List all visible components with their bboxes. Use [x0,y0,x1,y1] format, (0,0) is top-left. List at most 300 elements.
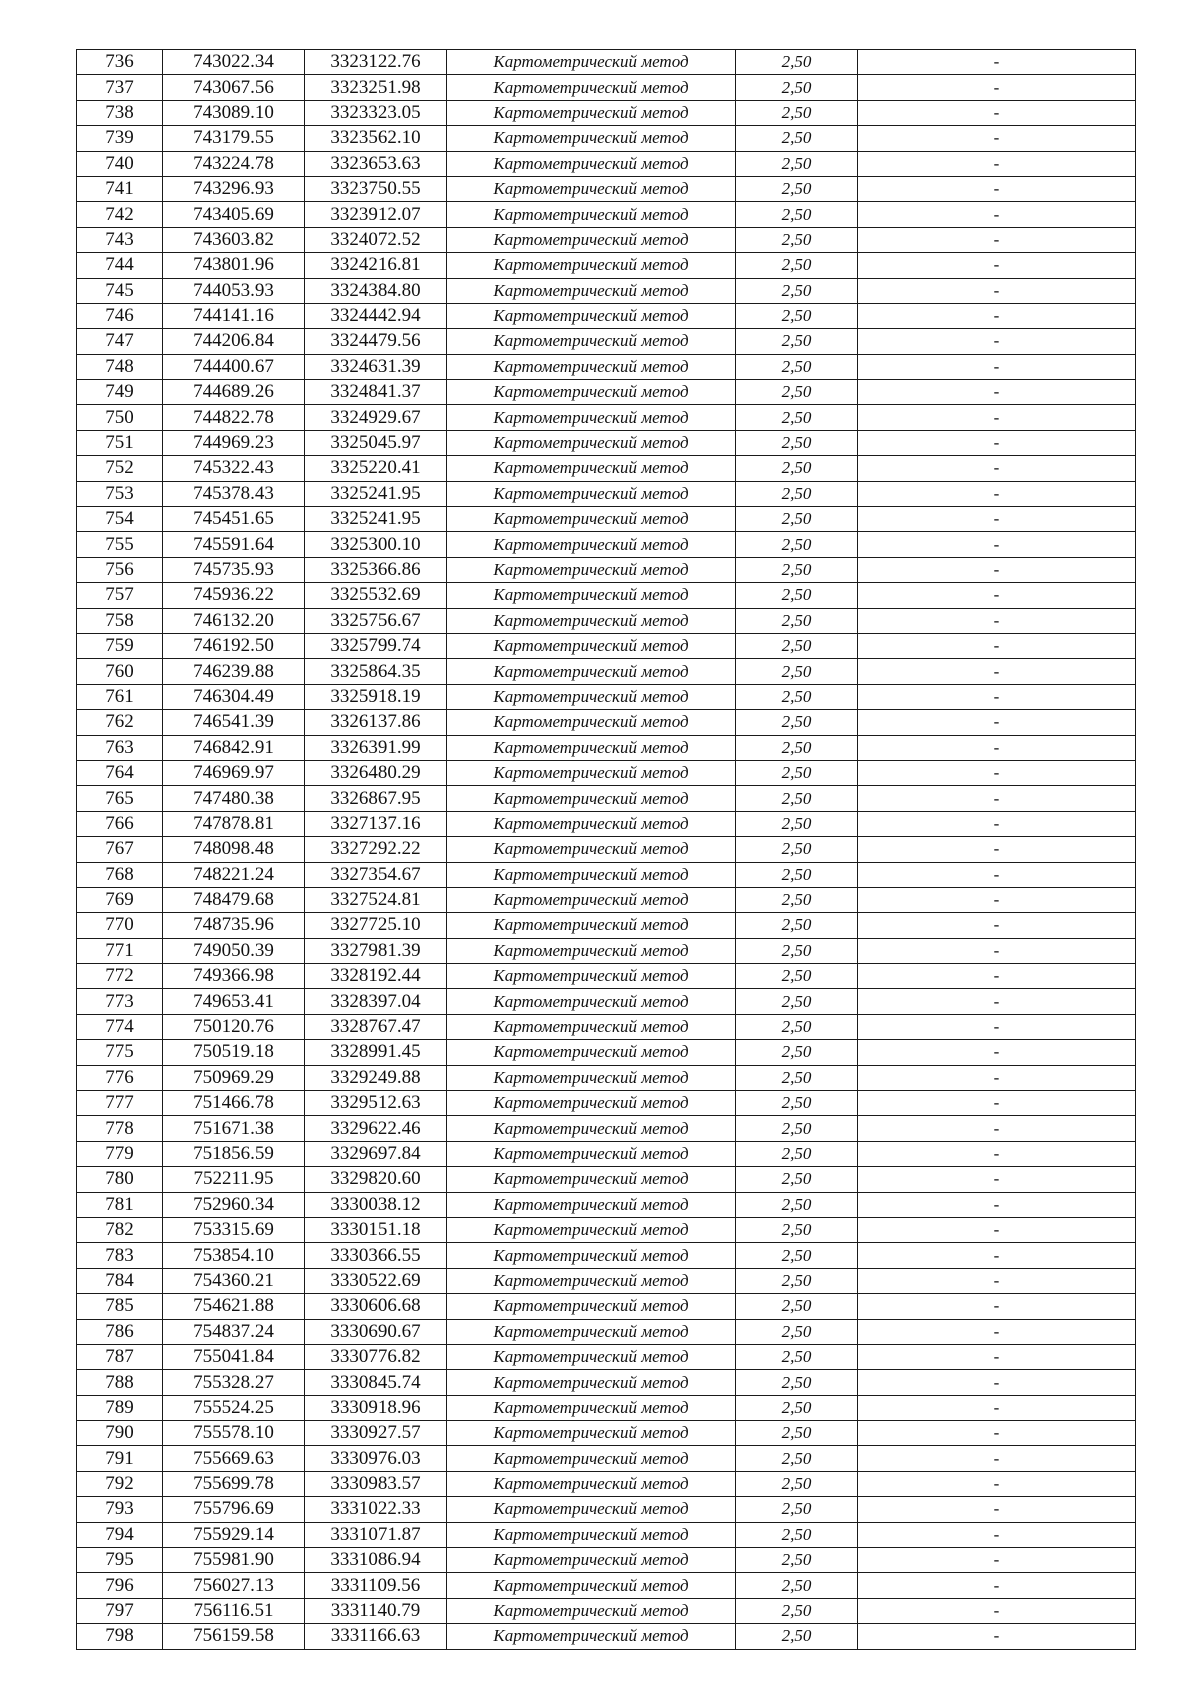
accuracy-cell: 2,50 [736,1040,858,1065]
note-cell: - [858,811,1136,836]
point-number-cell: 773 [77,989,163,1014]
table-row [77,887,1136,912]
note-cell: - [858,1141,1136,1166]
coordinate-x-cell: 751466.78 [163,1091,305,1116]
method-cell: Картометрический метод [447,176,736,201]
accuracy-cell: 2,50 [736,1573,858,1598]
note-cell: - [858,1522,1136,1547]
table-row [77,557,1136,582]
point-number-cell: 766 [77,811,163,836]
point-number-cell: 777 [77,1091,163,1116]
method-cell: Картометрический метод [447,1421,736,1446]
note-cell: - [858,1192,1136,1217]
note-cell: - [858,507,1136,532]
accuracy-cell: 2,50 [736,735,858,760]
note-cell: - [858,227,1136,252]
point-number-cell: 768 [77,862,163,887]
coordinate-y-cell: 3327524.81 [305,887,447,912]
coordinate-y-cell: 3330983.57 [305,1471,447,1496]
table-row [77,786,1136,811]
method-cell: Картометрический метод [447,1471,736,1496]
method-cell: Картометрический метод [447,583,736,608]
accuracy-cell: 2,50 [736,456,858,481]
point-number-cell: 782 [77,1217,163,1242]
note-cell: - [858,380,1136,405]
coordinate-y-cell: 3324479.56 [305,329,447,354]
point-number-cell: 790 [77,1421,163,1446]
coordinate-x-cell: 743603.82 [163,227,305,252]
accuracy-cell: 2,50 [736,837,858,862]
accuracy-cell: 2,50 [736,1116,858,1141]
coordinate-y-cell: 3324072.52 [305,227,447,252]
accuracy-cell: 2,50 [736,253,858,278]
table-row [77,329,1136,354]
accuracy-cell: 2,50 [736,1344,858,1369]
point-number-cell: 749 [77,380,163,405]
coordinate-x-cell: 743179.55 [163,126,305,151]
coordinate-y-cell: 3330606.68 [305,1294,447,1319]
coordinate-x-cell: 755524.25 [163,1395,305,1420]
coordinate-x-cell: 756027.13 [163,1573,305,1598]
note-cell: - [858,354,1136,379]
point-number-cell: 785 [77,1294,163,1319]
note-cell: - [858,456,1136,481]
table-row [77,1167,1136,1192]
table-row [77,100,1136,125]
coordinate-y-cell: 3324631.39 [305,354,447,379]
point-number-cell: 759 [77,633,163,658]
coordinate-x-cell: 748221.24 [163,862,305,887]
accuracy-cell: 2,50 [736,1167,858,1192]
coordinate-x-cell: 753315.69 [163,1217,305,1242]
coordinate-y-cell: 3330522.69 [305,1268,447,1293]
note-cell: - [858,786,1136,811]
method-cell: Картометрический метод [447,608,736,633]
note-cell: - [858,176,1136,201]
coordinate-y-cell: 3324442.94 [305,303,447,328]
table-row [77,710,1136,735]
table-row [77,989,1136,1014]
coordinate-y-cell: 3326867.95 [305,786,447,811]
point-number-cell: 792 [77,1471,163,1496]
method-cell: Картометрический метод [447,303,736,328]
point-number-cell: 798 [77,1624,163,1649]
note-cell: - [858,50,1136,75]
coordinate-x-cell: 744822.78 [163,405,305,430]
point-number-cell: 748 [77,354,163,379]
point-number-cell: 760 [77,659,163,684]
method-cell: Картометрический метод [447,786,736,811]
coordinate-y-cell: 3325864.35 [305,659,447,684]
coordinate-y-cell: 3323653.63 [305,151,447,176]
coordinate-y-cell: 3326391.99 [305,735,447,760]
coordinate-x-cell: 751856.59 [163,1141,305,1166]
accuracy-cell: 2,50 [736,913,858,938]
table-row [77,1624,1136,1649]
table-row [77,75,1136,100]
note-cell: - [858,481,1136,506]
method-cell: Картометрический метод [447,1548,736,1573]
coordinate-x-cell: 745936.22 [163,583,305,608]
coordinate-x-cell: 747480.38 [163,786,305,811]
table-row [77,760,1136,785]
coordinate-x-cell: 756159.58 [163,1624,305,1649]
coordinate-y-cell: 3331086.94 [305,1548,447,1573]
table-row [77,608,1136,633]
note-cell: - [858,1091,1136,1116]
table-row [77,1573,1136,1598]
coordinate-y-cell: 3325241.95 [305,507,447,532]
accuracy-cell: 2,50 [736,1192,858,1217]
point-number-cell: 789 [77,1395,163,1420]
point-number-cell: 786 [77,1319,163,1344]
method-cell: Картометрический метод [447,227,736,252]
table-row [77,913,1136,938]
accuracy-cell: 2,50 [736,405,858,430]
table-row [77,1116,1136,1141]
coordinate-x-cell: 755041.84 [163,1344,305,1369]
method-cell: Картометрический метод [447,126,736,151]
note-cell: - [858,1598,1136,1623]
point-number-cell: 744 [77,253,163,278]
method-cell: Картометрический метод [447,1167,736,1192]
coordinate-x-cell: 754360.21 [163,1268,305,1293]
note-cell: - [858,1624,1136,1649]
coordinate-y-cell: 3329249.88 [305,1065,447,1090]
point-number-cell: 762 [77,710,163,735]
point-number-cell: 795 [77,1548,163,1573]
table-row [77,633,1136,658]
table-row [77,1598,1136,1623]
coordinate-y-cell: 3327354.67 [305,862,447,887]
note-cell: - [858,430,1136,455]
accuracy-cell: 2,50 [736,608,858,633]
note-cell: - [858,1243,1136,1268]
accuracy-cell: 2,50 [736,329,858,354]
accuracy-cell: 2,50 [736,75,858,100]
note-cell: - [858,938,1136,963]
coordinate-x-cell: 744969.23 [163,430,305,455]
accuracy-cell: 2,50 [736,1522,858,1547]
accuracy-cell: 2,50 [736,380,858,405]
coordinate-x-cell: 746842.91 [163,735,305,760]
method-cell: Картометрический метод [447,1091,736,1116]
note-cell: - [858,278,1136,303]
accuracy-cell: 2,50 [736,507,858,532]
point-number-cell: 738 [77,100,163,125]
method-cell: Картометрический метод [447,50,736,75]
accuracy-cell: 2,50 [736,430,858,455]
accuracy-cell: 2,50 [736,227,858,252]
coordinate-y-cell: 3323323.05 [305,100,447,125]
method-cell: Картометрический метод [447,760,736,785]
table-row [77,253,1136,278]
table-row [77,1091,1136,1116]
table-row [77,50,1136,75]
method-cell: Картометрический метод [447,405,736,430]
table-row [77,532,1136,557]
method-cell: Картометрический метод [447,253,736,278]
point-number-cell: 780 [77,1167,163,1192]
table-row [77,1344,1136,1369]
note-cell: - [858,202,1136,227]
coordinate-x-cell: 754837.24 [163,1319,305,1344]
coordinate-x-cell: 754621.88 [163,1294,305,1319]
table-row [77,583,1136,608]
coordinate-y-cell: 3329820.60 [305,1167,447,1192]
accuracy-cell: 2,50 [736,811,858,836]
method-cell: Картометрический метод [447,1497,736,1522]
accuracy-cell: 2,50 [736,887,858,912]
accuracy-cell: 2,50 [736,710,858,735]
table-body [77,50,1136,1650]
method-cell: Картометрический метод [447,633,736,658]
coordinate-x-cell: 749653.41 [163,989,305,1014]
method-cell: Картометрический метод [447,151,736,176]
table-row [77,684,1136,709]
coordinate-y-cell: 3325756.67 [305,608,447,633]
coordinate-x-cell: 748735.96 [163,913,305,938]
point-number-cell: 755 [77,532,163,557]
coordinate-y-cell: 3328397.04 [305,989,447,1014]
method-cell: Картометрический метод [447,1014,736,1039]
note-cell: - [858,735,1136,760]
coordinate-y-cell: 3325799.74 [305,633,447,658]
coordinate-x-cell: 745735.93 [163,557,305,582]
coordinate-y-cell: 3325532.69 [305,583,447,608]
point-number-cell: 787 [77,1344,163,1369]
note-cell: - [858,1548,1136,1573]
method-cell: Картометрический метод [447,100,736,125]
accuracy-cell: 2,50 [736,1294,858,1319]
coordinate-y-cell: 3330927.57 [305,1421,447,1446]
method-cell: Картометрический метод [447,354,736,379]
point-number-cell: 797 [77,1598,163,1623]
coordinate-y-cell: 3327292.22 [305,837,447,862]
point-number-cell: 750 [77,405,163,430]
coordinate-x-cell: 748098.48 [163,837,305,862]
note-cell: - [858,760,1136,785]
method-cell: Картометрический метод [447,1598,736,1623]
coordinate-x-cell: 746132.20 [163,608,305,633]
method-cell: Картометрический метод [447,862,736,887]
point-number-cell: 770 [77,913,163,938]
table-row [77,1548,1136,1573]
table-row [77,278,1136,303]
accuracy-cell: 2,50 [736,557,858,582]
accuracy-cell: 2,50 [736,633,858,658]
accuracy-cell: 2,50 [736,202,858,227]
method-cell: Картометрический метод [447,1065,736,1090]
coordinate-x-cell: 744053.93 [163,278,305,303]
table-row [77,1040,1136,1065]
point-number-cell: 779 [77,1141,163,1166]
point-number-cell: 742 [77,202,163,227]
note-cell: - [858,1116,1136,1141]
coordinate-y-cell: 3329697.84 [305,1141,447,1166]
coordinate-x-cell: 746192.50 [163,633,305,658]
accuracy-cell: 2,50 [736,659,858,684]
method-cell: Картометрический метод [447,1624,736,1649]
coordinate-x-cell: 746969.97 [163,760,305,785]
coordinate-x-cell: 744141.16 [163,303,305,328]
accuracy-cell: 2,50 [736,1014,858,1039]
point-number-cell: 753 [77,481,163,506]
coordinate-y-cell: 3323251.98 [305,75,447,100]
method-cell: Картометрический метод [447,913,736,938]
coordinate-y-cell: 3331166.63 [305,1624,447,1649]
note-cell: - [858,75,1136,100]
method-cell: Картометрический метод [447,811,736,836]
coordinate-x-cell: 745378.43 [163,481,305,506]
coordinate-y-cell: 3324841.37 [305,380,447,405]
coordinate-y-cell: 3330918.96 [305,1395,447,1420]
note-cell: - [858,1065,1136,1090]
note-cell: - [858,329,1136,354]
point-number-cell: 771 [77,938,163,963]
coordinate-x-cell: 746239.88 [163,659,305,684]
note-cell: - [858,862,1136,887]
point-number-cell: 740 [77,151,163,176]
note-cell: - [858,1014,1136,1039]
accuracy-cell: 2,50 [736,126,858,151]
coordinate-x-cell: 747878.81 [163,811,305,836]
accuracy-cell: 2,50 [736,862,858,887]
coordinate-y-cell: 3331071.87 [305,1522,447,1547]
method-cell: Картометрический метод [447,1141,736,1166]
coordinate-y-cell: 3326480.29 [305,760,447,785]
point-number-cell: 784 [77,1268,163,1293]
table-row [77,1294,1136,1319]
coordinate-y-cell: 3331109.56 [305,1573,447,1598]
note-cell: - [858,1319,1136,1344]
coordinate-y-cell: 3323750.55 [305,176,447,201]
point-number-cell: 769 [77,887,163,912]
accuracy-cell: 2,50 [736,1395,858,1420]
note-cell: - [858,100,1136,125]
note-cell: - [858,1040,1136,1065]
accuracy-cell: 2,50 [736,1243,858,1268]
point-number-cell: 791 [77,1446,163,1471]
method-cell: Картометрический метод [447,1319,736,1344]
note-cell: - [858,1268,1136,1293]
accuracy-cell: 2,50 [736,278,858,303]
coordinate-x-cell: 755578.10 [163,1421,305,1446]
table-row [77,735,1136,760]
coordinate-y-cell: 3325241.95 [305,481,447,506]
note-cell: - [858,1421,1136,1446]
coordinate-y-cell: 3330776.82 [305,1344,447,1369]
note-cell: - [858,887,1136,912]
method-cell: Картометрический метод [447,1344,736,1369]
accuracy-cell: 2,50 [736,100,858,125]
coordinate-y-cell: 3329512.63 [305,1091,447,1116]
method-cell: Картометрический метод [447,1294,736,1319]
method-cell: Картометрический метод [447,430,736,455]
accuracy-cell: 2,50 [736,1548,858,1573]
method-cell: Картометрический метод [447,1192,736,1217]
note-cell: - [858,126,1136,151]
accuracy-cell: 2,50 [736,1319,858,1344]
note-cell: - [858,1446,1136,1471]
table-row [77,1065,1136,1090]
note-cell: - [858,608,1136,633]
method-cell: Картометрический метод [447,964,736,989]
coordinate-y-cell: 3330845.74 [305,1370,447,1395]
accuracy-cell: 2,50 [736,938,858,963]
point-number-cell: 772 [77,964,163,989]
method-cell: Картометрический метод [447,1573,736,1598]
note-cell: - [858,913,1136,938]
accuracy-cell: 2,50 [736,481,858,506]
note-cell: - [858,1294,1136,1319]
coordinate-y-cell: 3327137.16 [305,811,447,836]
coordinate-x-cell: 749366.98 [163,964,305,989]
table-row [77,176,1136,201]
table-row [77,430,1136,455]
table-row [77,1497,1136,1522]
coordinate-x-cell: 755981.90 [163,1548,305,1573]
accuracy-cell: 2,50 [736,989,858,1014]
accuracy-cell: 2,50 [736,50,858,75]
point-number-cell: 793 [77,1497,163,1522]
note-cell: - [858,1344,1136,1369]
coordinate-x-cell: 743296.93 [163,176,305,201]
point-number-cell: 746 [77,303,163,328]
table-row [77,126,1136,151]
coordinate-x-cell: 743224.78 [163,151,305,176]
accuracy-cell: 2,50 [736,964,858,989]
coordinate-y-cell: 3330690.67 [305,1319,447,1344]
method-cell: Картометрический метод [447,684,736,709]
point-number-cell: 745 [77,278,163,303]
method-cell: Картометрический метод [447,887,736,912]
point-number-cell: 763 [77,735,163,760]
method-cell: Картометрический метод [447,1217,736,1242]
note-cell: - [858,303,1136,328]
coordinate-y-cell: 3323912.07 [305,202,447,227]
method-cell: Картометрический метод [447,456,736,481]
method-cell: Картометрический метод [447,659,736,684]
note-cell: - [858,684,1136,709]
coordinate-x-cell: 748479.68 [163,887,305,912]
method-cell: Картометрический метод [447,1243,736,1268]
table-row [77,659,1136,684]
coordinate-x-cell: 743405.69 [163,202,305,227]
method-cell: Картометрический метод [447,989,736,1014]
accuracy-cell: 2,50 [736,532,858,557]
coordinate-x-cell: 744206.84 [163,329,305,354]
point-number-cell: 739 [77,126,163,151]
coordinate-x-cell: 743801.96 [163,253,305,278]
method-cell: Картометрический метод [447,710,736,735]
coordinate-x-cell: 752960.34 [163,1192,305,1217]
coordinate-y-cell: 3325045.97 [305,430,447,455]
coordinate-y-cell: 3330366.55 [305,1243,447,1268]
coordinate-x-cell: 750120.76 [163,1014,305,1039]
point-number-cell: 757 [77,583,163,608]
accuracy-cell: 2,50 [736,1065,858,1090]
coordinate-x-cell: 746304.49 [163,684,305,709]
coordinate-x-cell: 750519.18 [163,1040,305,1065]
method-cell: Картометрический метод [447,75,736,100]
table-row [77,1268,1136,1293]
method-cell: Картометрический метод [447,532,736,557]
point-number-cell: 783 [77,1243,163,1268]
point-number-cell: 774 [77,1014,163,1039]
coordinate-x-cell: 745591.64 [163,532,305,557]
table-row [77,862,1136,887]
